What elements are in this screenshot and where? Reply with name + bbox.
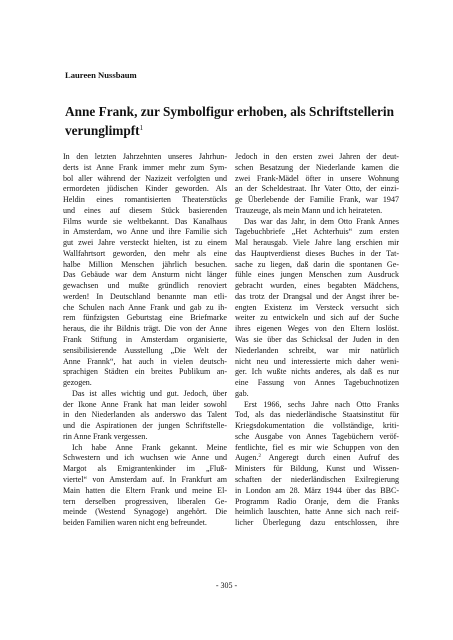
text-line-content: Das ist alles wichtig und gut. Jedoch, über <box>72 388 227 398</box>
text-line-content: in den Niederlanden als anderswo das Talent <box>63 410 227 420</box>
text-line <box>235 421 399 432</box>
text-line-content: nicht neu und interessierte mich daher weni- <box>235 356 399 366</box>
text-line <box>235 152 399 163</box>
text-line-content: Main hatten die Eltern Frank und meine El- <box>63 485 227 495</box>
text-line-content: Trauzeuge, als mein Mann und ich heirateten. <box>235 205 383 215</box>
text-line-content: tern derselben progressiven, liberalen Ge- <box>63 496 227 506</box>
text-line <box>63 486 227 497</box>
text-line-content: Erst 1966, sechs Jahre nach Otto Franks <box>244 399 399 409</box>
footnote-ref: 1 <box>139 124 144 132</box>
text-line-content: Angeregt durch einen Aufruf des <box>260 453 399 463</box>
text-line <box>63 313 227 324</box>
text-line-content: Ich habe Anne Frank gekannt. Meine <box>72 442 227 452</box>
text-line <box>235 475 399 486</box>
text-line <box>235 195 399 206</box>
text-line-content: licher Überlegung dazu entschlossen, ihre <box>235 518 399 528</box>
text-line-content: derts ist Anne Frank immer mehr zum Sym- <box>63 162 227 172</box>
text-line-content: gab. <box>235 388 249 398</box>
text-line <box>63 324 227 335</box>
text-line-content: und eines auf diesem Stück basierenden <box>63 205 227 215</box>
text-line-content: in London am 28. März 1944 über das BBC- <box>235 485 399 495</box>
text-line <box>63 357 227 368</box>
text-line-content: heraus, die ihr Bildnis trägt. Die von der Anne <box>63 324 227 334</box>
text-line <box>63 281 227 292</box>
text-line <box>235 443 399 454</box>
text-line <box>63 367 227 378</box>
text-line-content: Niederlanden schreibt, war mir natürlich <box>235 345 399 355</box>
text-line <box>235 507 399 518</box>
text-line-content: rem fünfzigsten Geburtstag eine Briefmarke <box>63 313 227 323</box>
text-line <box>235 389 399 400</box>
text-line <box>235 217 399 228</box>
text-line <box>63 421 227 432</box>
text-line-content: gewachsen und mußte gründlich renoviert <box>63 281 227 291</box>
text-line <box>63 303 227 314</box>
text-line <box>63 464 227 475</box>
text-line-content: Mal herausgab. Viele Jahre lang erschien mir <box>235 238 399 248</box>
text-line-content: sche Ausgabe von Annes Tagebüchern veröf- <box>235 431 399 441</box>
text-line <box>63 163 227 174</box>
text-line <box>235 346 399 357</box>
text-line <box>235 432 399 443</box>
text-line <box>63 518 227 529</box>
text-line-content: gezogen. <box>63 378 92 388</box>
text-line-content: der Ikone Anne Frank hat man leider sowohl <box>63 399 227 409</box>
text-line-content: gut zwei Jahre versteckt hielten, ist zu einem <box>63 238 227 248</box>
text-line <box>235 313 399 324</box>
text-line <box>63 453 227 464</box>
text-line <box>63 152 227 163</box>
text-line-content: rin Anne Frank vergessen. <box>63 431 148 441</box>
text-line <box>235 249 399 260</box>
text-line-content: ermordeten jüdischen Kinder geworden. Als <box>63 184 227 194</box>
text-line <box>235 163 399 174</box>
text-line-content: sensibilisierende Ausstellung „Die Welt der <box>63 345 227 355</box>
text-line-content: In den letzten Jahrzehnten unseres Jahrhun- <box>63 152 227 161</box>
text-line <box>63 195 227 206</box>
text-line-content: schaften der niederländischen Exilregierung <box>235 474 399 484</box>
article-title-text-2: verunglimpft <box>65 123 140 138</box>
text-line-content: halbe Million Menschen jährlich besuchen. <box>63 259 227 269</box>
footnote-ref: 2 <box>258 454 261 460</box>
text-line-content: Ministers für Bildung, Kunst und Wissen- <box>235 464 399 474</box>
text-line <box>63 217 227 228</box>
text-line <box>63 270 227 281</box>
text-line <box>63 432 227 443</box>
text-line-content: Films wurde sie weltbekannt. Das Kanalhaus <box>63 216 227 226</box>
text-line-content: che Schulen nach Anne Frank und gab zu ih- <box>63 302 227 312</box>
text-line-content: Schwestern und ich wuchsen wie Anne und <box>63 453 227 463</box>
text-line <box>235 303 399 314</box>
text-line-content: Das war das Jahr, in dem Otto Frank Annes <box>244 216 399 226</box>
text-line-content: engten Existenz im Versteck versucht sich <box>235 302 399 312</box>
text-line-content: Das Gebäude war dem Ansturm nicht länger <box>63 270 227 280</box>
text-line-content: ge Überlebende der Familie Frank, war 1947 <box>235 195 399 205</box>
text-line <box>235 453 399 464</box>
text-line <box>63 260 227 271</box>
text-line-content: das trotz der Drangsal und der Angst ihrer be- <box>235 291 399 301</box>
text-line <box>63 335 227 346</box>
text-line-content: sprachigen Städten ein breites Publikum an- <box>63 367 227 377</box>
text-line <box>63 206 227 217</box>
text-line <box>63 227 227 238</box>
text-line-content: meinde (Westend Synagoge) angehört. Die <box>63 507 227 517</box>
text-line <box>235 324 399 335</box>
text-line-content: fentlichte, fiel es mir wie Schuppen von den <box>235 442 399 452</box>
text-line-content: Anne Frannk“, hat auch in vielen deutsch- <box>63 356 227 366</box>
text-line <box>63 389 227 400</box>
text-line-content: und die Aspirationen der jungen Schriftstelle- <box>63 421 227 431</box>
text-line <box>63 475 227 486</box>
text-line <box>63 507 227 518</box>
text-line <box>235 206 399 217</box>
text-line <box>235 367 399 378</box>
text-line-content: Was sie über das Schicksal der Juden in den <box>235 335 399 345</box>
text-line <box>235 292 399 303</box>
text-line-content: Tagebuchbriefe „Het Achterhuis“ zum ersten <box>235 227 399 237</box>
text-line <box>63 400 227 411</box>
text-line-content: schen Besatzung der Niederlande kamen die <box>235 162 399 172</box>
text-line <box>63 238 227 249</box>
right-text-column <box>235 152 399 529</box>
text-line-content: an der Scheldestraat. Ihr Vater Otto, der einzi- <box>235 184 399 194</box>
text-line-content: Wallfahrtsort geworden, den mehr als eine <box>63 248 227 258</box>
left-text-column <box>63 152 227 529</box>
text-line <box>235 281 399 292</box>
text-line <box>235 335 399 346</box>
text-line-content: zwei Frank-Mädel öfter in unsere Wohnung <box>235 173 399 183</box>
text-line-content: das Hauptverdienst dieses Buches in der Tat- <box>235 248 399 258</box>
page-number: - 305 - <box>215 581 238 590</box>
text-line-content: Jedoch in den ersten zwei Jahren der deut- <box>235 152 399 161</box>
text-line-content: Programm Radio Oranje, dem die Franks <box>235 496 399 506</box>
text-line <box>63 346 227 357</box>
text-line-content: Augen. <box>235 453 259 463</box>
text-line <box>235 410 399 421</box>
text-line <box>63 378 227 389</box>
text-line <box>63 184 227 195</box>
text-line <box>63 410 227 421</box>
text-line <box>235 518 399 529</box>
text-line-content: Frank Stiftung in Amsterdam organisierte, <box>63 335 227 345</box>
text-line <box>235 270 399 281</box>
text-line-content: beiden Familien waren nicht eng befreundet. <box>63 518 207 528</box>
text-line-content: viertel“ von Amsterdam auf. In Frankfurt am <box>63 474 227 484</box>
text-line <box>235 497 399 508</box>
text-line <box>235 486 399 497</box>
article-title-line-2 <box>65 120 405 139</box>
text-line-content: heimlich lauschten, hatte Anne sich nach reif- <box>235 507 399 517</box>
text-line <box>63 174 227 185</box>
author-name: Laureen Nussbaum <box>65 70 137 80</box>
article-title <box>65 103 405 139</box>
text-line <box>63 443 227 454</box>
text-line-content: weiter zu entwickeln und sich auf der Suche <box>235 313 399 323</box>
text-line-content: ger. Ich wußte nichts anderes, als daß es nur <box>235 367 399 377</box>
text-line <box>235 227 399 238</box>
text-line <box>235 400 399 411</box>
text-line-content: fühle eines jungen Menschen zum Ausdruck <box>235 270 399 280</box>
text-line-content: in Amsterdam, wo Anne und ihre Familie sich <box>63 227 227 237</box>
article-title-line-1: Anne Frank, zur Symbolfigur erhoben, als Schriftstellerin <box>65 104 394 119</box>
text-line <box>235 260 399 271</box>
text-line-content: Tod, als das niederländische Staatsinstitut für <box>235 410 399 420</box>
text-line <box>63 249 227 260</box>
text-line <box>235 238 399 249</box>
text-line-content: Heldin eines romantisierten Theaterstücks <box>63 195 227 205</box>
text-line-content: gebracht wurden, eines begabten Mädchens, <box>235 281 399 291</box>
text-line <box>235 357 399 368</box>
text-line-content: Kriegsdokumentation die vollständige, kriti- <box>235 421 399 431</box>
text-line-content: ihres eigenen Weges von den Eltern loslöst. <box>235 324 399 334</box>
text-line <box>63 292 227 303</box>
text-line <box>235 378 399 389</box>
text-line <box>63 497 227 508</box>
text-line-content: bol aller während der Nazizeit verfolgten und <box>63 173 227 183</box>
text-line-content: sache zu liegen, daß darin die spontanen Ge- <box>235 259 399 269</box>
text-line-content: eine Fassung von Annes Tagebuchnotizen <box>235 378 399 388</box>
text-line-content: werden! In Deutschland benannte man etli- <box>63 291 227 301</box>
text-line <box>235 174 399 185</box>
text-line <box>235 184 399 195</box>
text-line <box>235 464 399 475</box>
text-line-content: Margot als Emigrantenkinder im „Fluß- <box>63 464 227 474</box>
